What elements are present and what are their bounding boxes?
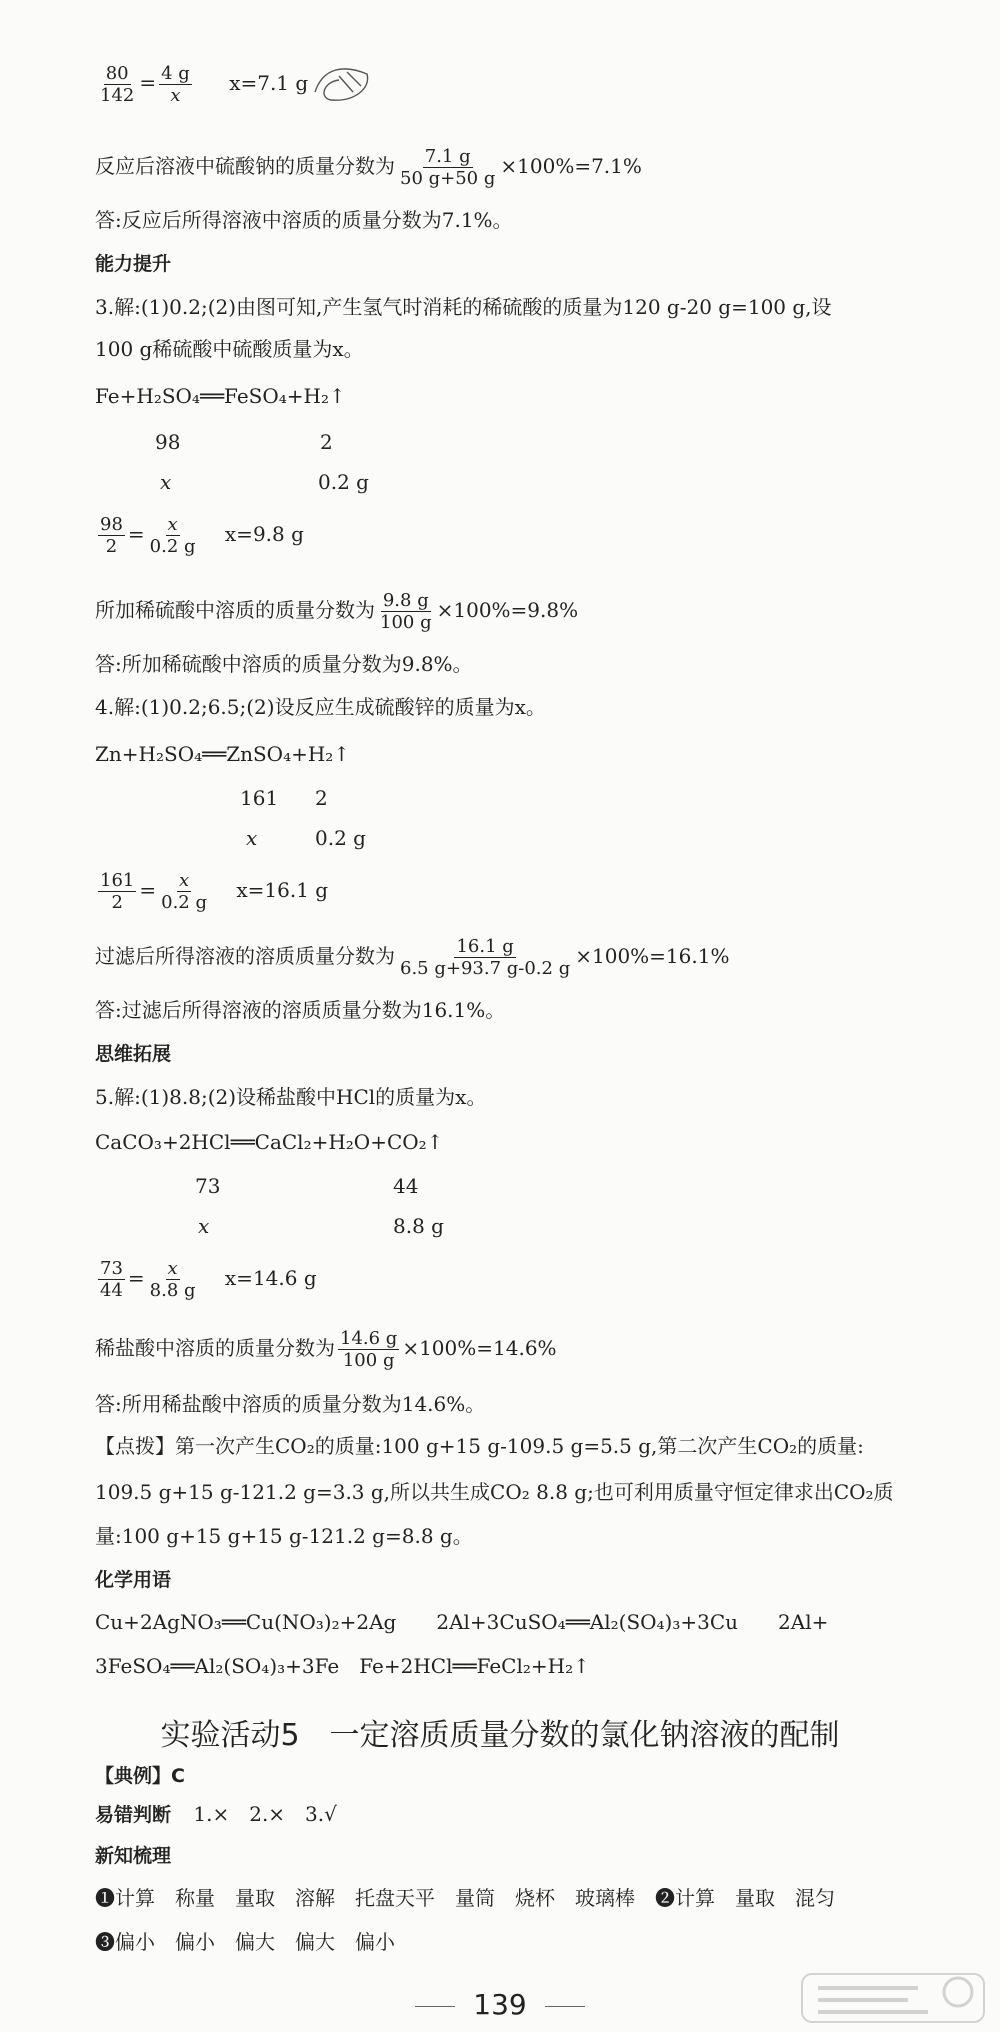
q5-answer: 答:所用稀盐酸中溶质的质量分数为14.6%。 bbox=[95, 1392, 486, 1416]
q4-fraction-line bbox=[95, 936, 729, 979]
q4-answer: 答:过滤后所得溶液的溶质质量分数为16.1%。 bbox=[95, 998, 506, 1022]
q5-fraction-line bbox=[95, 1328, 557, 1371]
denominator: x bbox=[170, 84, 181, 106]
numerator: 98 bbox=[100, 514, 123, 535]
section-heading-thinking: 思维拓展 bbox=[95, 1043, 172, 1065]
q3-molar-mass-a: 98 bbox=[155, 430, 181, 454]
q5-known-mass: 8.8 g bbox=[393, 1214, 444, 1238]
q3-equation: Fe+H₂SO₄══FeSO₄+H₂↑ bbox=[95, 384, 346, 408]
q5-tip-line1: 【点拨】第一次产生CO₂的质量:100 g+15 g-109.5 g=5.5 g,第二次产生CO₂的质量: bbox=[95, 1434, 864, 1458]
fraction bbox=[98, 514, 125, 557]
numerator: 14.6 g bbox=[340, 1328, 398, 1349]
text: 稀盐酸中溶质的质量分数为 bbox=[95, 1336, 335, 1360]
numerator: 16.1 g bbox=[456, 936, 514, 957]
section-heading-new-knowledge: 新知梳理 bbox=[95, 1845, 172, 1867]
section-heading-ability: 能力提升 bbox=[95, 253, 172, 275]
text: 过滤后所得溶液的溶质质量分数为 bbox=[95, 944, 395, 968]
numerator: 9.8 g bbox=[382, 590, 429, 611]
chem-terms-line1: Cu+2AgNO₃══Cu(NO₃)₂+2Ag 2Al+3CuSO₄══Al₂(SO₄)₃+3Cu 2Al+ bbox=[95, 1610, 829, 1634]
q5-equation: CaCO₃+2HCl══CaCl₂+H₂O+CO₂↑ bbox=[95, 1130, 444, 1154]
denominator: 8.8 g bbox=[149, 1280, 196, 1301]
result-text: x=16.1 g bbox=[236, 878, 329, 902]
denominator: 142 bbox=[100, 84, 135, 106]
q5-tip-line2: 109.5 g+15 g-121.2 g=3.3 g,所以共生成CO₂ 8.8 g;也可利用质量守恒定律求出CO₂质 bbox=[95, 1480, 894, 1504]
text: ×100%=9.8% bbox=[436, 598, 579, 622]
fraction bbox=[159, 63, 192, 106]
fraction bbox=[159, 870, 209, 913]
new-knowledge-line1: ❶计算 称量 量取 溶解 托盘天平 量筒 烧杯 玻璃棒 ❷计算 量取 混匀 bbox=[95, 1886, 835, 1910]
fraction bbox=[98, 63, 136, 106]
text: 所加稀硫酸中溶质的质量分数为 bbox=[95, 598, 375, 622]
divider bbox=[545, 2006, 585, 2007]
numerator: x bbox=[167, 1258, 178, 1279]
denominator: 100 g bbox=[380, 612, 432, 633]
fraction bbox=[398, 146, 497, 189]
section-heading-chem-terms: 化学用语 bbox=[95, 1569, 172, 1591]
q2-fraction-line bbox=[95, 146, 642, 189]
denominator: 100 g bbox=[342, 1350, 395, 1371]
numerator: 161 bbox=[100, 870, 135, 891]
denominator: 6.5 g+93.7 g-0.2 g bbox=[400, 958, 571, 979]
chem-terms-line2: 3FeSO₄══Al₂(SO₄)₃+3Fe Fe+2HCl══FeCl₂+H₂↑ bbox=[95, 1654, 590, 1678]
text: ×100%=16.1% bbox=[575, 944, 730, 968]
q3-proportion: $\frac{98}{2}$ = $\frac{x}{0.2 g}$ x=9.8 g bbox=[100, 514, 304, 557]
example-answer: 【典例】C bbox=[95, 1765, 185, 1787]
numerator: x bbox=[167, 514, 178, 535]
fraction bbox=[98, 1258, 125, 1301]
denominator: 50 g+50 g bbox=[400, 168, 496, 189]
error-judgement-label: 易错判断 bbox=[95, 1804, 172, 1826]
numerator: 7.1 g bbox=[424, 146, 471, 167]
q4-proportion: $\frac{161}{2}$ = $\frac{x}{0.2 g}$ x=16.1 g bbox=[100, 870, 329, 913]
q4-equation: Zn+H₂SO₄══ZnSO₄+H₂↑ bbox=[95, 742, 351, 766]
page-number-text: 139 bbox=[473, 1988, 527, 2021]
q4-unknown: x bbox=[246, 826, 258, 850]
activity-title: 实验活动5 一定溶质质量分数的氯化钠溶液的配制 bbox=[160, 1718, 840, 1753]
q3-molar-mass-b: 2 bbox=[320, 430, 333, 454]
new-knowledge-line2: ❸偏小 偏小 偏大 偏大 偏小 bbox=[95, 1930, 395, 1954]
q3-answer: 答:所加稀硫酸中溶质的质量分数为9.8%。 bbox=[95, 652, 473, 676]
numerator: 4 g bbox=[161, 62, 190, 84]
q3-line2: 100 g稀硫酸中硫酸质量为x。 bbox=[95, 337, 364, 361]
denominator: 2 bbox=[111, 892, 123, 913]
watermark-logo-icon bbox=[798, 1968, 988, 2028]
divider bbox=[415, 2006, 455, 2007]
text: 反应后溶液中硫酸钠的质量分数为 bbox=[95, 154, 395, 178]
fraction bbox=[338, 1328, 399, 1371]
fraction bbox=[378, 590, 434, 633]
q3-line1: 3.解:(1)0.2;(2)由图可知,产生氢气时消耗的稀硫酸的质量为120 g-20 g=100 g,设 bbox=[95, 295, 832, 319]
q5-proportion: $\frac{73}{44}$ = $\frac{x}{8.8 g}$ x=14.6 g bbox=[100, 1258, 317, 1301]
denominator: 2 bbox=[105, 536, 118, 557]
numerator: x bbox=[178, 870, 190, 891]
q5-molar-mass-b: 44 bbox=[393, 1174, 419, 1198]
denominator: 0.2 g bbox=[161, 892, 207, 913]
q4-known-mass: 0.2 g bbox=[315, 826, 366, 850]
result-text: x=7.1 g bbox=[229, 70, 309, 95]
q5-line1: 5.解:(1)8.8;(2)设稀盐酸中HCl的质量为x。 bbox=[95, 1085, 487, 1109]
ink-scribble-icon bbox=[309, 62, 375, 106]
q4-molar-mass-a: 161 bbox=[240, 786, 279, 810]
text: ×100%=14.6% bbox=[402, 1336, 557, 1360]
numerator: 73 bbox=[100, 1258, 123, 1279]
error-judgement-line bbox=[95, 1800, 337, 1829]
result-text: x=14.6 g bbox=[224, 1266, 317, 1290]
q2-proportion: $\frac{80}{142}$ = $\frac{4 g}{x}$ x=7.1 g bbox=[95, 62, 375, 106]
fraction bbox=[98, 870, 136, 913]
q5-molar-mass-a: 73 bbox=[195, 1174, 221, 1198]
q2-answer: 答:反应后所得溶液中溶质的质量分数为7.1%。 bbox=[95, 208, 513, 232]
q5-tip-line3: 量:100 g+15 g+15 g-121.2 g=8.8 g。 bbox=[95, 1524, 473, 1548]
denominator: 0.2 g bbox=[149, 536, 196, 557]
text: ×100%=7.1% bbox=[500, 154, 642, 178]
fraction bbox=[148, 1258, 198, 1301]
q3-fraction-line bbox=[95, 590, 578, 633]
q3-unknown: x bbox=[160, 470, 172, 494]
error-judgement-items: 1.× 2.× 3.√ bbox=[193, 1802, 337, 1826]
numerator: 80 bbox=[105, 62, 129, 84]
fraction bbox=[148, 514, 198, 557]
q4-molar-mass-b: 2 bbox=[315, 786, 328, 810]
result-text: x=9.8 g bbox=[224, 522, 304, 546]
q4-line1: 4.解:(1)0.2;6.5;(2)设反应生成硫酸锌的质量为x。 bbox=[95, 695, 546, 719]
q5-unknown: x bbox=[198, 1214, 210, 1238]
q3-known-mass: 0.2 g bbox=[318, 470, 369, 494]
fraction bbox=[398, 936, 572, 979]
denominator: 44 bbox=[100, 1280, 123, 1301]
